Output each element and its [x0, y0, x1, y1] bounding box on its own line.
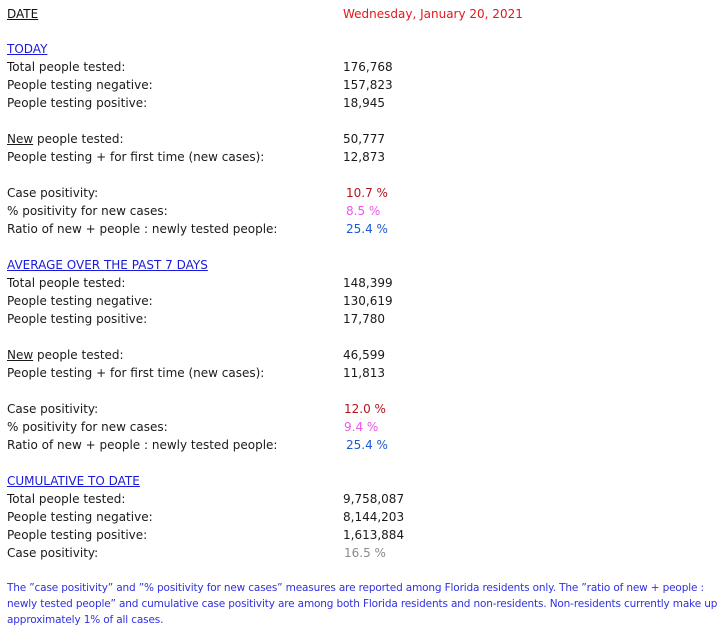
stat-label: Ratio of new + people : newly tested people: [7, 438, 278, 452]
stat-label: Total people tested: [7, 492, 126, 506]
stat-value: 12,873 [343, 150, 385, 164]
stat-label: Total people tested: [7, 60, 126, 74]
report-date: Wednesday, January 20, 2021 [343, 7, 523, 21]
today-heading[interactable]: TODAY [7, 42, 48, 56]
stat-value: 9,758,087 [343, 492, 405, 506]
stat-label: People testing positive: [7, 312, 148, 326]
stat-value: 130,619 [343, 294, 393, 308]
stat-value: 1,613,884 [343, 528, 405, 542]
footnote: The ”case positivity” and ”% positivity for new cases” measures are reported among Florida residents only. The ”ratio of new + people : newly tested people” and cumulative case positivity are among both Florida residents and non-residents. Non-residents currently make up approximately 1% of all cases. [7, 582, 718, 626]
new-positivity-value: 9.4 % [344, 420, 379, 434]
stat-value: 46,599 [343, 348, 385, 362]
stat-label: People testing negative: [7, 294, 153, 308]
stat-value: 148,399 [343, 276, 393, 290]
avg7-heading[interactable]: AVERAGE OVER THE PAST 7 DAYS [7, 258, 208, 272]
stat-value: 18,945 [343, 96, 385, 110]
stat-value: 11,813 [343, 366, 385, 380]
stat-label: % positivity for new cases: [7, 420, 168, 434]
stat-label: Case positivity: [7, 546, 99, 560]
new-label-rest: people tested: [33, 348, 124, 362]
stat-value: 157,823 [343, 78, 393, 92]
stat-label: People testing negative: [7, 78, 153, 92]
new-word: New [7, 132, 34, 146]
cumulative-heading[interactable]: CUMULATIVE TO DATE [7, 474, 140, 488]
stat-label: Total people tested: [7, 276, 126, 290]
case-positivity-value: 12.0 % [344, 402, 386, 416]
case-positivity-value: 10.7 % [346, 186, 388, 200]
stat-label: People testing positive: [7, 528, 148, 542]
stat-value: 8,144,203 [343, 510, 405, 524]
new-label-rest: people tested: [33, 132, 124, 146]
ratio-value: 25.4 % [346, 438, 388, 452]
stat-label: Case positivity: [7, 402, 99, 416]
stat-value: 50,777 [343, 132, 385, 146]
stat-label: People testing negative: [7, 510, 153, 524]
stat-value: 176,768 [343, 60, 393, 74]
stat-label: Case positivity: [7, 186, 99, 200]
stat-label: People testing + for first time (new cases): [7, 150, 265, 164]
new-positivity-value: 8.5 % [346, 204, 381, 218]
date-heading: DATE [7, 7, 39, 21]
stat-label: % positivity for new cases: [7, 204, 168, 218]
stat-value: 17,780 [343, 312, 385, 326]
case-positivity-value: 16.5 % [344, 546, 386, 560]
stat-label: People testing positive: [7, 96, 148, 110]
stat-label [7, 130, 124, 148]
new-word: New [7, 348, 34, 362]
stat-label [7, 346, 124, 364]
stat-label: Ratio of new + people : newly tested people: [7, 222, 278, 236]
ratio-value: 25.4 % [346, 222, 388, 236]
stat-label: People testing + for first time (new cases): [7, 366, 265, 380]
